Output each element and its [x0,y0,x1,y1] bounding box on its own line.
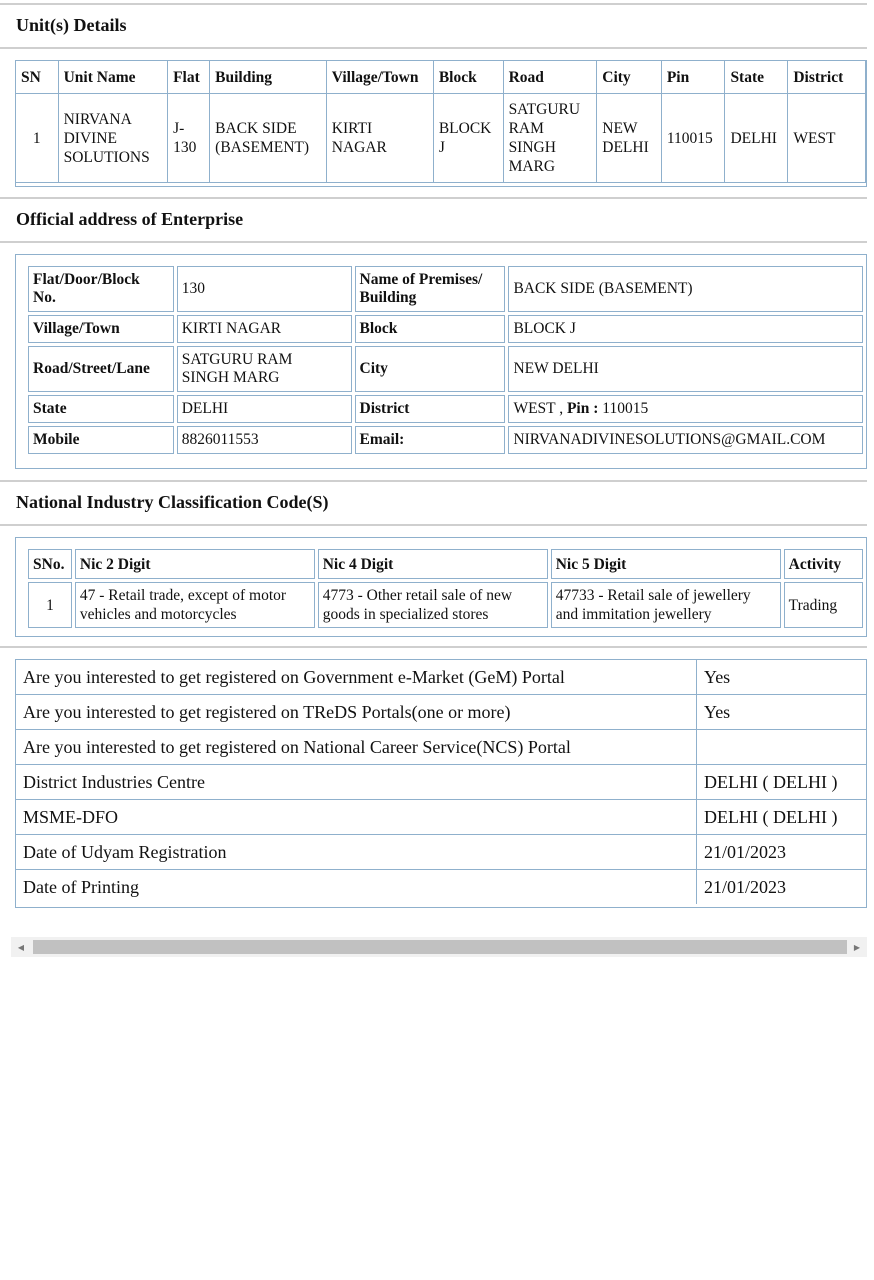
block-value: BLOCK J [508,315,863,343]
table-row [16,695,867,730]
table-row [16,835,867,870]
column-header: Nic 2 Digit [75,549,315,579]
divider [0,524,867,526]
registration-question: Date of Udyam Registration [16,835,697,870]
district-label: District [355,395,506,423]
district-value: WEST , Pin : 110015 [508,395,863,423]
column-header: Unit Name [59,61,168,94]
pin-label: Pin : [566,400,599,417]
column-header: City [597,61,662,94]
nic4-cell: 4773 - Other retail sale of new goods in specialized stores [318,582,548,628]
table-row [16,800,867,835]
nic2-cell: 47 - Retail trade, except of motor vehicles and motorcycles [75,582,315,628]
mobile-label: Mobile [28,426,174,454]
divider [0,197,867,199]
address-row [28,266,863,312]
divider [0,47,867,49]
nic-table-frame [15,537,867,637]
registration-answer: 21/01/2023 [697,835,867,870]
mobile-value: 8826011553 [177,426,352,454]
column-header: Flat [168,61,210,94]
address-row [28,395,863,423]
state-value: DELHI [177,395,352,423]
premises-value: BACK SIDE (BASEMENT) [508,266,863,312]
village-label: Village/Town [28,315,174,343]
unit-name-cell: NIRVANA DIVINE SOLUTIONS [59,94,168,183]
block-cell: BLOCK J [434,94,504,183]
state-label: State [28,395,174,423]
table-header-row [28,549,863,579]
horizontal-scrollbar[interactable] [11,937,867,957]
top-divider [0,3,867,5]
address-row [28,315,863,343]
nic-title: National Industry Classification Code(S) [16,492,329,512]
registration-answer: DELHI ( DELHI ) [697,800,867,835]
district-cell: WEST [788,94,866,183]
table-row [16,730,867,765]
address-row [28,346,863,392]
scroll-left-icon[interactable]: ◀ [17,942,25,952]
city-label: City [355,346,506,392]
column-header: Pin [662,61,726,94]
registration-frame [15,659,867,908]
divider [0,480,867,482]
table-row [16,870,867,904]
village-value: KIRTI NAGAR [177,315,352,343]
column-header: Road [504,61,598,94]
nic-table [25,546,866,631]
activity-cell: Trading [784,582,863,628]
email-value: NIRVANADIVINESOLUTIONS@GMAIL.COM [508,426,863,454]
registration-question: MSME-DFO [16,800,697,835]
column-header: SNo. [28,549,72,579]
state-cell: DELHI [725,94,788,183]
city-value: NEW DELHI [508,346,863,392]
unit-details-table [16,61,866,183]
column-header: Village/Town [327,61,434,94]
table-row [16,94,866,183]
registration-question: Are you interested to get registered on National Career Service(NCS) Portal [16,730,697,765]
registration-answer: 21/01/2023 [704,876,787,897]
scrollbar-thumb[interactable] [33,940,847,954]
column-header: Nic 4 Digit [318,549,548,579]
road-value: SATGURU RAM SINGH MARG [177,346,352,392]
registration-question: Date of Printing [16,870,697,904]
table-row [16,765,867,800]
sn-cell: 1 [16,94,59,183]
registration-answer: Yes [697,695,867,730]
pin-value: 110015 [602,400,649,417]
table-row [28,582,863,628]
registration-question: District Industries Centre [16,765,697,800]
block-label: Block [355,315,506,343]
road-cell: SATGURU RAM SINGH MARG [504,94,598,183]
official-address-frame [15,254,867,469]
flat-cell: J- 130 [168,94,210,183]
registration-table [16,660,867,904]
flat-label: Flat/Door/Block No. [28,266,174,312]
premises-label: Name of Premises/ Building [355,266,506,312]
divider [0,241,867,243]
column-header: Building [210,61,327,94]
scroll-right-icon[interactable]: ▶ [853,942,861,952]
registration-question: Are you interested to get registered on Government e-Market (GeM) Portal [16,660,697,695]
column-header: District [788,61,866,94]
nic5-cell: 47733 - Retail sale of jewellery and immitation jewellery [551,582,781,628]
email-label: Email: [355,426,506,454]
sno-cell: 1 [28,582,72,628]
unit-details-table-frame [15,60,867,187]
column-header: Activity [784,549,863,579]
unit-details-title: Unit(s) Details [16,15,127,35]
address-row [28,426,863,454]
flat-value: 130 [177,266,352,312]
column-header: Block [434,61,504,94]
column-header: SN [16,61,59,94]
table-header-row [16,61,866,94]
divider [0,646,867,648]
official-address-table [25,263,866,457]
city-cell: NEW DELHI [597,94,662,183]
table-row [16,660,867,695]
column-header: State [725,61,788,94]
village-cell: KIRTI NAGAR [327,94,434,183]
registration-answer: DELHI ( DELHI ) [697,765,867,800]
column-header: Nic 5 Digit [551,549,781,579]
registration-answer [697,730,867,765]
official-address-title: Official address of Enterprise [16,209,244,229]
registration-answer: Yes [697,660,867,695]
building-cell: BACK SIDE (BASEMENT) [210,94,327,183]
registration-question: Are you interested to get registered on TReDS Portals(one or more) [16,695,697,730]
pin-cell: 110015 [662,94,726,183]
road-label: Road/Street/Lane [28,346,174,392]
